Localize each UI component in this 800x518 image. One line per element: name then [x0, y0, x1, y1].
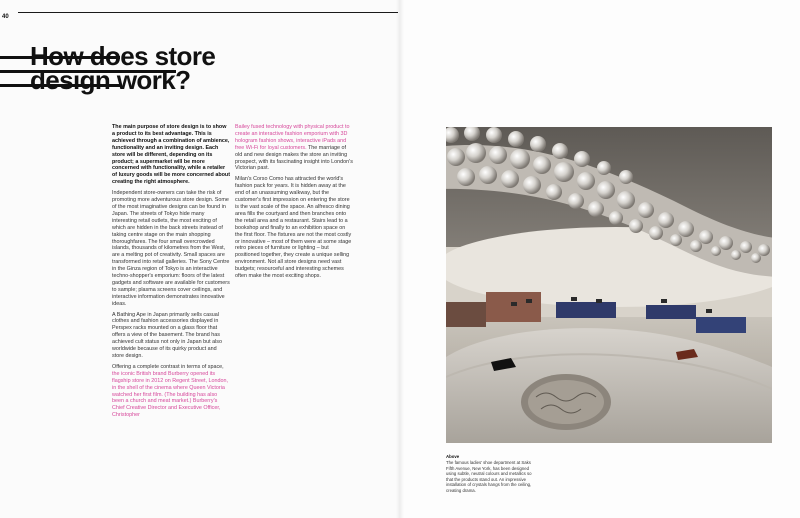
- body-paragraph: [112, 364, 230, 419]
- body-paragraph: [235, 124, 353, 172]
- highlighted-text: the iconic British brand Burberry opened its flagship store in 2012 on Regent Street, London, in the shell of the cinema where Queen Victoria watched her first film. (The building has also been a church and meat market.) Burberry's Chief Creative Director and Executive Officer, Christopher: [112, 370, 228, 419]
- caption-text: The famous ladies' shoe department at Saks Fifth Avenue, New York, has been designed using subtle, neutral colours and metallics so that the products stand out. An impressive installation of crystals hangs from the ceiling, creating drama.: [446, 460, 532, 494]
- body-paragraph: A Bathing Ape in Japan primarily sells casual clothes and fashion accessories displayed in Perspex racks mounted on a glass floor that offers a view of the basement. The brand has achieved cult status not only in Japan but also worldwide because of its quirky product and store design.: [112, 311, 222, 359]
- headline-line-2: design work?: [30, 65, 191, 95]
- caption-title: Above: [446, 454, 460, 459]
- text-column-1: [112, 124, 230, 423]
- body-paragraph: Independent store-owners can take the risk of promoting more adventurous store design. Some of the most imaginative designs can be found in Japan. The streets of Tokyo hide many interesting retail outlets, the most exciting of which are hidden in the back streets instead of taking centre stage on the main shopping thoroughfares. The four small overcrowded islands, thousands of kilometres from the West, are a melting pot of creativity. Small spaces are transformed into retail galleries. The Sony Centre in the Ginza region of Tokyo is an interactive techno-shopper's emporium: floors of the latest gadgets and software are available for customers to sample; plasma screens cover ceilings, and interactive information demonstrates innovative ideas.: [112, 190, 230, 307]
- photo-caption: [446, 454, 536, 494]
- page-gutter: [396, 0, 404, 518]
- text-column-2: [235, 124, 353, 284]
- body-paragraph: Milan's Corso Como has attracted the world's fashion pack for years. It is hidden away at the end of an unassuming walkway, but the customer's first impression on entering the store is the vast scale of the space. An alfresco dining area fills the courtyard and then branches onto the retail area and a restaurant. Stairs lead to a bookshop and finally to an exhibition space on the first floor. The fixtures are not the most costly or innovative – most of them were at some stage retro pieces of furniture or lighting – but positioned together, they create a unique selling environment. Not all store designs need vast budgets; resourceful and interesting schemes often make the most exciting shops.: [235, 176, 352, 280]
- top-rule: [18, 12, 398, 13]
- headline: [30, 41, 216, 95]
- page-number: 40: [2, 14, 9, 20]
- headline-line-1: How does store: [30, 41, 216, 71]
- intro-paragraph: The main purpose of store design is to show a product to its best advantage. This is achieved through a combination of ambience, functionality and an inviting design. Each store will be different, depending on its product; a supermarket will be more concerned with functionality, while a retailer of luxury goods will be more concerned about creating the right atmosphere.: [112, 124, 231, 186]
- body-text: The marriage of old and new design makes the store an inviting prospect, with its fascinating insight into London's Victorian past.: [235, 144, 353, 172]
- highlighted-text: Bailey fused technology with physical product to create an interactive fashion emporium with 3D hologram fashion shows, interactive iPads and free Wi-Fi for loyal customers.: [235, 124, 350, 151]
- store-interior-photo: [446, 127, 772, 443]
- body-text: Offering a complete contrast in terms of space,: [112, 363, 224, 370]
